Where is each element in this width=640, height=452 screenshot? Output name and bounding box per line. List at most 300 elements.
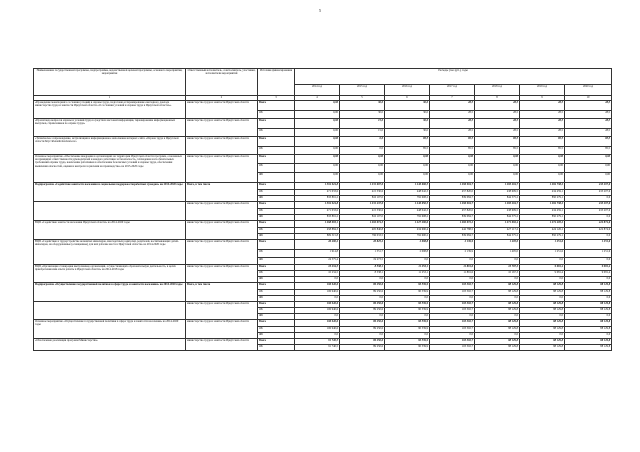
amount-cell: 91 740,5 bbox=[295, 339, 340, 345]
column-index: 7 bbox=[430, 96, 475, 101]
amount-cell: 1 268 093,1 bbox=[295, 221, 340, 228]
amount-cell: 0,00 bbox=[520, 155, 565, 164]
amount-cell: 28,5 bbox=[565, 119, 612, 129]
amount-cell: 0,00 bbox=[430, 164, 475, 173]
amount-cell: 0,0 bbox=[340, 333, 385, 339]
amount-cell: 0,0 bbox=[520, 277, 565, 283]
amount-cell: 11 253,1 bbox=[385, 271, 430, 277]
table-row bbox=[34, 137, 612, 147]
amount-cell: 10 234,5 bbox=[295, 271, 340, 277]
amount-cell: 103 302,7 bbox=[430, 283, 475, 290]
amount-cell: 88 129,8 bbox=[475, 302, 520, 308]
amount-cell: 424 126,1 bbox=[520, 228, 565, 234]
amount-cell: 28,5 bbox=[475, 119, 520, 129]
amount-cell: 1 405,0 bbox=[475, 240, 520, 250]
funding-source-cell: Всего bbox=[258, 240, 295, 250]
amount-cell: 816 107,0 bbox=[340, 196, 385, 202]
amount-cell: 809 315,8 bbox=[295, 234, 340, 240]
amount-cell: 0,00 bbox=[565, 173, 612, 183]
expenditure-table bbox=[33, 68, 612, 351]
header-year: 2018 год bbox=[475, 85, 520, 96]
amount-cell: 9 081,4 bbox=[565, 265, 612, 271]
amount-cell: 0,0 bbox=[340, 296, 385, 302]
amount-cell: 85,5 bbox=[520, 147, 565, 155]
amount-cell: 30,0 bbox=[385, 111, 430, 119]
amount-cell: 0,0 bbox=[565, 215, 612, 221]
amount-cell: 88 129,8 bbox=[520, 302, 565, 308]
amount-cell: 88 129,8 bbox=[520, 345, 565, 351]
table-row bbox=[34, 320, 612, 327]
amount-cell: 2 139,9 bbox=[430, 240, 475, 250]
amount-cell: 28,5 bbox=[475, 129, 520, 137]
amount-cell: 0,00 bbox=[430, 155, 475, 164]
amount-cell: 1 283 204,7 bbox=[475, 202, 520, 209]
executor-cell: министерство труда и занятости Иркутской области bbox=[186, 265, 258, 283]
funding-source-cell: Всего bbox=[258, 183, 295, 190]
amount-cell: 28,5 bbox=[565, 101, 612, 111]
amount-cell: 30,0 bbox=[385, 101, 430, 111]
table-row bbox=[34, 119, 612, 129]
amount-cell: 85,5 bbox=[565, 137, 612, 147]
amount-cell: 9 081,4 bbox=[565, 271, 612, 277]
amount-cell: 0,00 bbox=[295, 173, 340, 183]
amount-cell: 0,0 bbox=[520, 258, 565, 265]
amount-cell: 28,5 bbox=[520, 129, 565, 137]
amount-cell: 28,5 bbox=[565, 129, 612, 137]
amount-cell: 88 129,8 bbox=[475, 320, 520, 327]
amount-cell: 1 296 904,7 bbox=[430, 202, 475, 209]
amount-cell: 0,0 bbox=[430, 314, 475, 320]
amount-cell: 0,0 bbox=[385, 296, 430, 302]
amount-cell: 427 117,2 bbox=[475, 228, 520, 234]
amount-cell: 0,00 bbox=[295, 147, 340, 155]
header-name: Наименование государственной программы, подпрограммы, ведомственной целевой программы, основного мероприятия, мероприятия bbox=[34, 69, 186, 96]
program-name-cell: ВЦП «Организация стажировки выпускников организаций, осуществляющих образовательную деятельность, в целях приобретения ими опыта работы в Иркутской области» на 2014-2018 годы bbox=[34, 265, 186, 283]
program-name-cell bbox=[34, 202, 186, 221]
amount-cell: 457 820,0 bbox=[430, 209, 475, 215]
funding-source-cell: ОБ bbox=[258, 290, 295, 296]
amount-cell: 0,0 bbox=[295, 314, 340, 320]
amount-cell: 103 302,7 bbox=[430, 320, 475, 327]
amount-cell: 89 250,6 bbox=[340, 290, 385, 296]
funding-source-cell: ОБ bbox=[258, 228, 295, 234]
header-year: 2016 год bbox=[385, 85, 430, 96]
amount-cell: 88 129,8 bbox=[565, 327, 612, 333]
amount-cell: 0,0 bbox=[430, 277, 475, 283]
column-index: 4 bbox=[295, 96, 340, 101]
amount-cell: 88 129,8 bbox=[475, 345, 520, 351]
amount-cell: 0,00 bbox=[475, 164, 520, 173]
amount-cell: 0,00 bbox=[340, 155, 385, 164]
funding-source-cell: Всего bbox=[258, 283, 295, 290]
funding-source-cell: ОБ bbox=[258, 271, 295, 277]
amount-cell: 30,0 bbox=[385, 119, 430, 129]
amount-cell: 88 129,8 bbox=[475, 290, 520, 296]
funding-source-cell: ФБ bbox=[258, 196, 295, 202]
amount-cell: 434 690,4 bbox=[385, 228, 430, 234]
amount-cell: 1 227 290,6 bbox=[385, 221, 430, 228]
amount-cell: 106 940,6 bbox=[295, 308, 340, 314]
amount-cell: 2 098,8 bbox=[385, 240, 430, 250]
amount-cell: 415 330,6 bbox=[340, 209, 385, 215]
table-row bbox=[34, 221, 612, 228]
amount-cell: 28,5 bbox=[520, 119, 565, 129]
amount-cell: 0,0 bbox=[340, 277, 385, 283]
amount-cell: 88 129,8 bbox=[475, 339, 520, 345]
funding-source-cell: ОБ bbox=[258, 345, 295, 351]
amount-cell: 1 405,0 bbox=[475, 250, 520, 258]
amount-cell: 9 081,4 bbox=[520, 271, 565, 277]
amount-cell: 2 098,8 bbox=[385, 250, 430, 258]
amount-cell: 0,00 bbox=[520, 164, 565, 173]
executor-cell: министерство труда и занятости Иркутской области bbox=[186, 320, 258, 339]
program-name-cell: «Техническое сопровождение, актуализация и информационное наполнение интернет-сайта «Охрана труда в Иркутской области http://irkzanitrda.irkzan.ru/» bbox=[34, 137, 186, 155]
amount-cell: 88 129,8 bbox=[520, 283, 565, 290]
funding-source-cell: ФБ bbox=[258, 258, 295, 265]
amount-cell: 103 302,7 bbox=[430, 339, 475, 345]
amount-cell: 0,0 bbox=[565, 258, 612, 265]
amount-cell: 88 129,8 bbox=[475, 327, 520, 333]
amount-cell: 0,0 bbox=[475, 277, 520, 283]
amount-cell: 0,00 bbox=[295, 119, 340, 129]
amount-cell: 833 891,2 bbox=[295, 196, 340, 202]
program-name-cell: Подпрограмма «Содействие занятости населения и социальная поддержка безработных граждан» на 2014-2020 годы bbox=[34, 183, 186, 202]
table-header bbox=[34, 69, 612, 101]
amount-cell: 0,0 bbox=[565, 196, 612, 202]
column-index: 2 bbox=[186, 96, 258, 101]
funding-source-cell: ФБ bbox=[258, 173, 295, 183]
funding-source-cell: ФБ bbox=[258, 215, 295, 221]
header-year: 2014 год bbox=[295, 85, 340, 96]
amount-cell: 796 033,5 bbox=[340, 234, 385, 240]
amount-cell: 103 302,7 bbox=[430, 327, 475, 333]
amount-cell: 90 539,9 bbox=[385, 308, 430, 314]
amount-cell: 103 302,7 bbox=[430, 290, 475, 296]
amount-cell: 90 539,9 bbox=[385, 320, 430, 327]
amount-cell: 106 940,6 bbox=[295, 283, 340, 290]
amount-cell: 90 539,9 bbox=[385, 327, 430, 333]
amount-cell: 10 167,3 bbox=[475, 271, 520, 277]
funding-source-cell: ОБ bbox=[258, 308, 295, 314]
column-index: 9 bbox=[520, 96, 565, 101]
amount-cell: 28,5 bbox=[475, 101, 520, 111]
amount-cell: 0,00 bbox=[295, 137, 340, 147]
amount-cell: 89 250,6 bbox=[340, 302, 385, 308]
amount-cell: 0,00 bbox=[475, 173, 520, 183]
amount-cell: 28,5 bbox=[520, 111, 565, 119]
amount-cell: 1 240 650,5 bbox=[385, 202, 430, 209]
amount-cell: 844 575,2 bbox=[475, 234, 520, 240]
amount-cell: 8 538,1 bbox=[340, 271, 385, 277]
amount-cell: 11 253,1 bbox=[385, 265, 430, 271]
header-expenses: Расходы (тыс.руб.), годы bbox=[295, 69, 612, 85]
program-name-cell: Подпрограмма «Осуществление государственной политики в сфере труда и занятости населения» на 2014-2020 годы bbox=[34, 283, 186, 302]
amount-cell: 434 459,1 bbox=[520, 190, 565, 196]
column-index: 3 bbox=[258, 96, 295, 101]
amount-cell: 792 600,2 bbox=[385, 234, 430, 240]
funding-source-cell: ОБ bbox=[258, 147, 295, 155]
funding-source-cell: Всего bbox=[258, 137, 295, 147]
amount-cell: 30,0 bbox=[340, 111, 385, 119]
amount-cell: 0,0 bbox=[430, 258, 475, 265]
amount-cell: 0,00 bbox=[295, 129, 340, 137]
amount-cell: 471 033,6 bbox=[295, 209, 340, 215]
amount-cell: 0,0 bbox=[565, 333, 612, 339]
amount-cell: 1 251,6 bbox=[565, 240, 612, 250]
header-year: 2017 год bbox=[430, 85, 475, 96]
funding-source-cell: ОБ bbox=[258, 209, 295, 215]
program-name-cell: «Пропаганда вопросов охраны и условий труда в средствах массовой информации, тиражирование информационных выпусков, справочников по охране труда» bbox=[34, 119, 186, 137]
amount-cell: 0,0 bbox=[385, 333, 430, 339]
executor-cell: министерство труда и занятости Иркутской области bbox=[186, 240, 258, 265]
amount-cell: 1 304 924,8 bbox=[295, 183, 340, 190]
amount-cell: 89 250,6 bbox=[340, 283, 385, 290]
amount-cell: 9 081,4 bbox=[520, 265, 565, 271]
amount-cell: 0,0 bbox=[565, 277, 612, 283]
amount-cell: 28,5 bbox=[430, 111, 475, 119]
amount-cell: 0,00 bbox=[295, 164, 340, 173]
amount-cell: 103 302,7 bbox=[430, 345, 475, 351]
funding-source-cell: Всего bbox=[258, 101, 295, 111]
header-executor: Ответственный исполнитель, соисполнитель, участники, исполнители мероприятий bbox=[186, 69, 258, 96]
amount-cell: 85,5 bbox=[520, 137, 565, 147]
funding-source-cell: Всего bbox=[258, 302, 295, 308]
amount-cell: 88 129,8 bbox=[520, 308, 565, 314]
amount-cell: 88 129,8 bbox=[565, 339, 612, 345]
amount-cell: 85,5 bbox=[430, 137, 475, 147]
amount-cell: 24 575,4 bbox=[295, 258, 340, 265]
executor-cell: Всего, в том числе bbox=[186, 283, 258, 302]
table-row bbox=[34, 155, 612, 164]
funding-source-cell: Всего bbox=[258, 119, 295, 129]
funding-source-cell: Всего bbox=[258, 265, 295, 271]
header-year: 2019 год bbox=[520, 85, 565, 96]
amount-cell: 1 282 072,2 bbox=[430, 221, 475, 228]
amount-cell: 106 940,6 bbox=[295, 327, 340, 333]
amount-cell: 88 129,8 bbox=[520, 290, 565, 296]
amount-cell: 88 129,8 bbox=[520, 327, 565, 333]
amount-cell: 85,5 bbox=[475, 147, 520, 155]
amount-cell: 1 551,7 bbox=[340, 250, 385, 258]
amount-cell: 0,0 bbox=[340, 314, 385, 320]
amount-cell: 91 740,5 bbox=[295, 345, 340, 351]
amount-cell: 434 459,1 bbox=[520, 209, 565, 215]
program-name-cell: Основное мероприятие «Осуществление государственной политики в сфере труда и занятости населения» на 2014-2020 годы bbox=[34, 320, 186, 339]
executor-cell: Всего, в том числе bbox=[186, 183, 258, 202]
amount-cell: 88 129,8 bbox=[475, 308, 520, 314]
amount-cell: 0,0 bbox=[340, 137, 385, 147]
amount-cell: 88 129,8 bbox=[565, 283, 612, 290]
amount-cell: 0,0 bbox=[565, 296, 612, 302]
executor-cell: министерство труда и занятости Иркутской области bbox=[186, 101, 258, 119]
funding-source-cell: ФБ bbox=[258, 277, 295, 283]
amount-cell: 0,00 bbox=[520, 173, 565, 183]
amount-cell: 0,0 bbox=[475, 314, 520, 320]
funding-source-cell: ФБ bbox=[258, 296, 295, 302]
amount-cell: 28,5 bbox=[430, 101, 475, 111]
amount-cell: 438 609,5 bbox=[475, 209, 520, 215]
column-index: 6 bbox=[385, 96, 430, 101]
amount-cell: 422 874,6 bbox=[565, 228, 612, 234]
amount-cell: 839 084,7 bbox=[430, 215, 475, 221]
amount-cell: 90 539,9 bbox=[385, 290, 430, 296]
amount-cell: 1 283 204,7 bbox=[475, 183, 520, 190]
amount-cell: 442 788,5 bbox=[430, 228, 475, 234]
amount-cell: 28,5 bbox=[520, 101, 565, 111]
amount-cell: 471 033,6 bbox=[295, 190, 340, 196]
amount-cell: 422 874,6 bbox=[565, 221, 612, 228]
amount-cell: 792 608,2 bbox=[385, 196, 430, 202]
funding-source-cell: ФБ bbox=[258, 314, 295, 320]
amount-cell: 103 302,7 bbox=[430, 302, 475, 308]
amount-cell: 0,0 bbox=[520, 314, 565, 320]
table-row bbox=[34, 202, 612, 209]
amount-cell: 85,5 bbox=[430, 147, 475, 155]
amount-cell: 0,00 bbox=[385, 164, 430, 173]
amount-cell: 0,00 bbox=[295, 155, 340, 164]
amount-cell: 405 840,8 bbox=[340, 228, 385, 234]
amount-cell: 0,0 bbox=[385, 314, 430, 320]
amount-cell: 0,0 bbox=[340, 147, 385, 155]
amount-cell: 0,00 bbox=[340, 173, 385, 183]
column-index: 1 bbox=[34, 96, 186, 101]
amount-cell: 1 240 606,5 bbox=[385, 183, 430, 190]
amount-cell: 1 251,6 bbox=[520, 250, 565, 258]
program-name-cell: Основное мероприятие «Обеспечение внедрения в организациях на территории Иркутской области программ, основанных на принципах ответственности руководителей и каждого работника за безопасность, соблюдение всех обязательных требований охраны труда, вовлечение работников в обеспечение безопасных условий и охраны труда, обеспечения выявления опасностей, оценки и контроля за рисками на производстве» на 2015-2020 годы bbox=[34, 155, 186, 183]
amount-cell: 0,00 bbox=[565, 155, 612, 164]
executor-cell: министерство труда и занятости Иркутской области bbox=[186, 202, 258, 221]
amount-cell: 448 042,3 bbox=[385, 209, 430, 215]
amount-cell: 1 296 904,7 bbox=[430, 183, 475, 190]
amount-cell: 0,00 bbox=[385, 173, 430, 183]
amount-cell: 0,00 bbox=[295, 111, 340, 119]
amount-cell: 88 129,8 bbox=[565, 302, 612, 308]
amount-cell: 30,0 bbox=[340, 101, 385, 111]
page-number: 5 bbox=[319, 8, 321, 13]
amount-cell: 85,5 bbox=[385, 137, 430, 147]
funding-source-cell: ОБ bbox=[258, 129, 295, 137]
amount-cell: 89 250,6 bbox=[340, 345, 385, 351]
amount-cell: 1 914,8 bbox=[295, 250, 340, 258]
amount-cell: 839 084,7 bbox=[430, 196, 475, 202]
amount-cell: 88 129,8 bbox=[520, 320, 565, 327]
amount-cell: 1 284 738,2 bbox=[520, 202, 565, 209]
amount-cell: 792 608,2 bbox=[385, 215, 430, 221]
amount-cell: 11 891,6 bbox=[430, 271, 475, 277]
funding-source-cell: ОБ bbox=[258, 250, 295, 258]
amount-cell: 11 891,6 bbox=[430, 265, 475, 271]
amount-cell: 85,5 bbox=[385, 147, 430, 155]
amount-cell: 90 539,9 bbox=[385, 283, 430, 290]
header-year: 2020 год bbox=[565, 85, 612, 96]
program-name-cell: ВЦП «Содействие занятости населения Иркутской области» на 2014-2020 годы bbox=[34, 221, 186, 240]
header-year: 2015 год bbox=[340, 85, 385, 96]
amount-cell: 850 279,1 bbox=[520, 196, 565, 202]
amount-cell: 0,0 bbox=[295, 333, 340, 339]
column-index: 5 bbox=[340, 96, 385, 101]
amount-cell: 30,0 bbox=[385, 129, 430, 137]
amount-cell: 88 129,8 bbox=[520, 339, 565, 345]
executor-cell: министерство труда и занятости Иркутской области bbox=[186, 339, 258, 351]
amount-cell: 0,0 bbox=[430, 333, 475, 339]
amount-cell: 1 202 074,3 bbox=[340, 221, 385, 228]
amount-cell: 88 129,8 bbox=[565, 290, 612, 296]
funding-source-cell: ОБ bbox=[258, 164, 295, 173]
amount-cell: 2 139,9 bbox=[430, 250, 475, 258]
amount-cell: 90 539,9 bbox=[385, 302, 430, 308]
funding-source-cell: ОБ bbox=[258, 111, 295, 119]
amount-cell: 0,0 bbox=[475, 296, 520, 302]
amount-cell: 10 234,5 bbox=[295, 265, 340, 271]
amount-cell: 0,0 bbox=[520, 333, 565, 339]
amount-cell: 88 129,8 bbox=[565, 320, 612, 327]
table-row bbox=[34, 283, 612, 290]
amount-cell: 85,5 bbox=[475, 137, 520, 147]
amount-cell: 833 891,2 bbox=[295, 215, 340, 221]
amount-cell: 20 825,2 bbox=[340, 240, 385, 250]
program-name-cell: «Обеспечение реализации программ Министерства» bbox=[34, 339, 186, 351]
amount-cell: 15,0 bbox=[340, 119, 385, 129]
amount-cell: 89 250,6 bbox=[340, 320, 385, 327]
amount-cell: 844 575,2 bbox=[475, 215, 520, 221]
amount-cell: 1 251,6 bbox=[520, 240, 565, 250]
amount-cell: 28,5 bbox=[565, 111, 612, 119]
amount-cell: 15,0 bbox=[340, 129, 385, 137]
table-row bbox=[34, 183, 612, 190]
amount-cell: 1 304 924,8 bbox=[295, 202, 340, 209]
amount-cell: 816 107,0 bbox=[340, 215, 385, 221]
amount-cell: 1 284 738,2 bbox=[520, 183, 565, 190]
amount-cell: 850 279,1 bbox=[520, 215, 565, 221]
funding-source-cell: ОБ bbox=[258, 327, 295, 333]
amount-cell: 88 129,8 bbox=[475, 283, 520, 290]
amount-cell: 0,0 bbox=[430, 296, 475, 302]
amount-cell: 433 207,6 bbox=[565, 202, 612, 209]
amount-cell: 0,0 bbox=[475, 333, 520, 339]
amount-cell: 85,5 bbox=[565, 147, 612, 155]
amount-cell: 844 575,2 bbox=[475, 196, 520, 202]
amount-cell: 90 539,9 bbox=[385, 345, 430, 351]
executor-cell: министерство труда и занятости Иркутской области bbox=[186, 119, 258, 137]
amount-cell: 89 250,6 bbox=[340, 339, 385, 345]
executor-cell: министерство труда и занятости Иркутской области bbox=[186, 155, 258, 183]
amount-cell: 0,0 bbox=[295, 277, 340, 283]
program-name-cell: ВЦП «Содействие в трудоустройстве незанятых инвалидов, многодетных родителей, родителей, воспитывающих детей-инвалидов, на оборудованные (оснащенные) для них рабочие места в Иркутской области» на 2014-2020 годы bbox=[34, 240, 186, 265]
funding-source-cell: Всего bbox=[258, 339, 295, 345]
funding-source-cell: ФБ bbox=[258, 234, 295, 240]
table-body bbox=[34, 101, 612, 351]
amount-cell: 458 884,3 bbox=[295, 228, 340, 234]
amount-cell: 1 231 607,6 bbox=[340, 183, 385, 190]
header-source: Источник финансирования bbox=[258, 69, 295, 96]
amount-cell: 89 250,6 bbox=[340, 327, 385, 333]
amount-cell: 1 231 437,6 bbox=[340, 202, 385, 209]
column-index: 8 bbox=[475, 96, 520, 101]
amount-cell: 10 707,3 bbox=[475, 265, 520, 271]
executor-cell: министерство труда и занятости Иркутской области bbox=[186, 137, 258, 155]
executor-cell: министерство труда и занятости Иркутской области bbox=[186, 302, 258, 320]
amount-cell: 88 129,8 bbox=[565, 308, 612, 314]
amount-cell: 1 271 092,4 bbox=[475, 221, 520, 228]
amount-cell: 0,00 bbox=[340, 164, 385, 173]
executor-cell: министерство труда и занятости Иркутской области bbox=[186, 221, 258, 240]
amount-cell: 0,0 bbox=[295, 296, 340, 302]
amount-cell: 839 084,7 bbox=[430, 234, 475, 240]
funding-source-cell: Всего bbox=[258, 155, 295, 164]
amount-cell: 106 940,6 bbox=[295, 290, 340, 296]
amount-cell: 457 820,0 bbox=[430, 190, 475, 196]
amount-cell: 0,0 bbox=[385, 277, 430, 283]
